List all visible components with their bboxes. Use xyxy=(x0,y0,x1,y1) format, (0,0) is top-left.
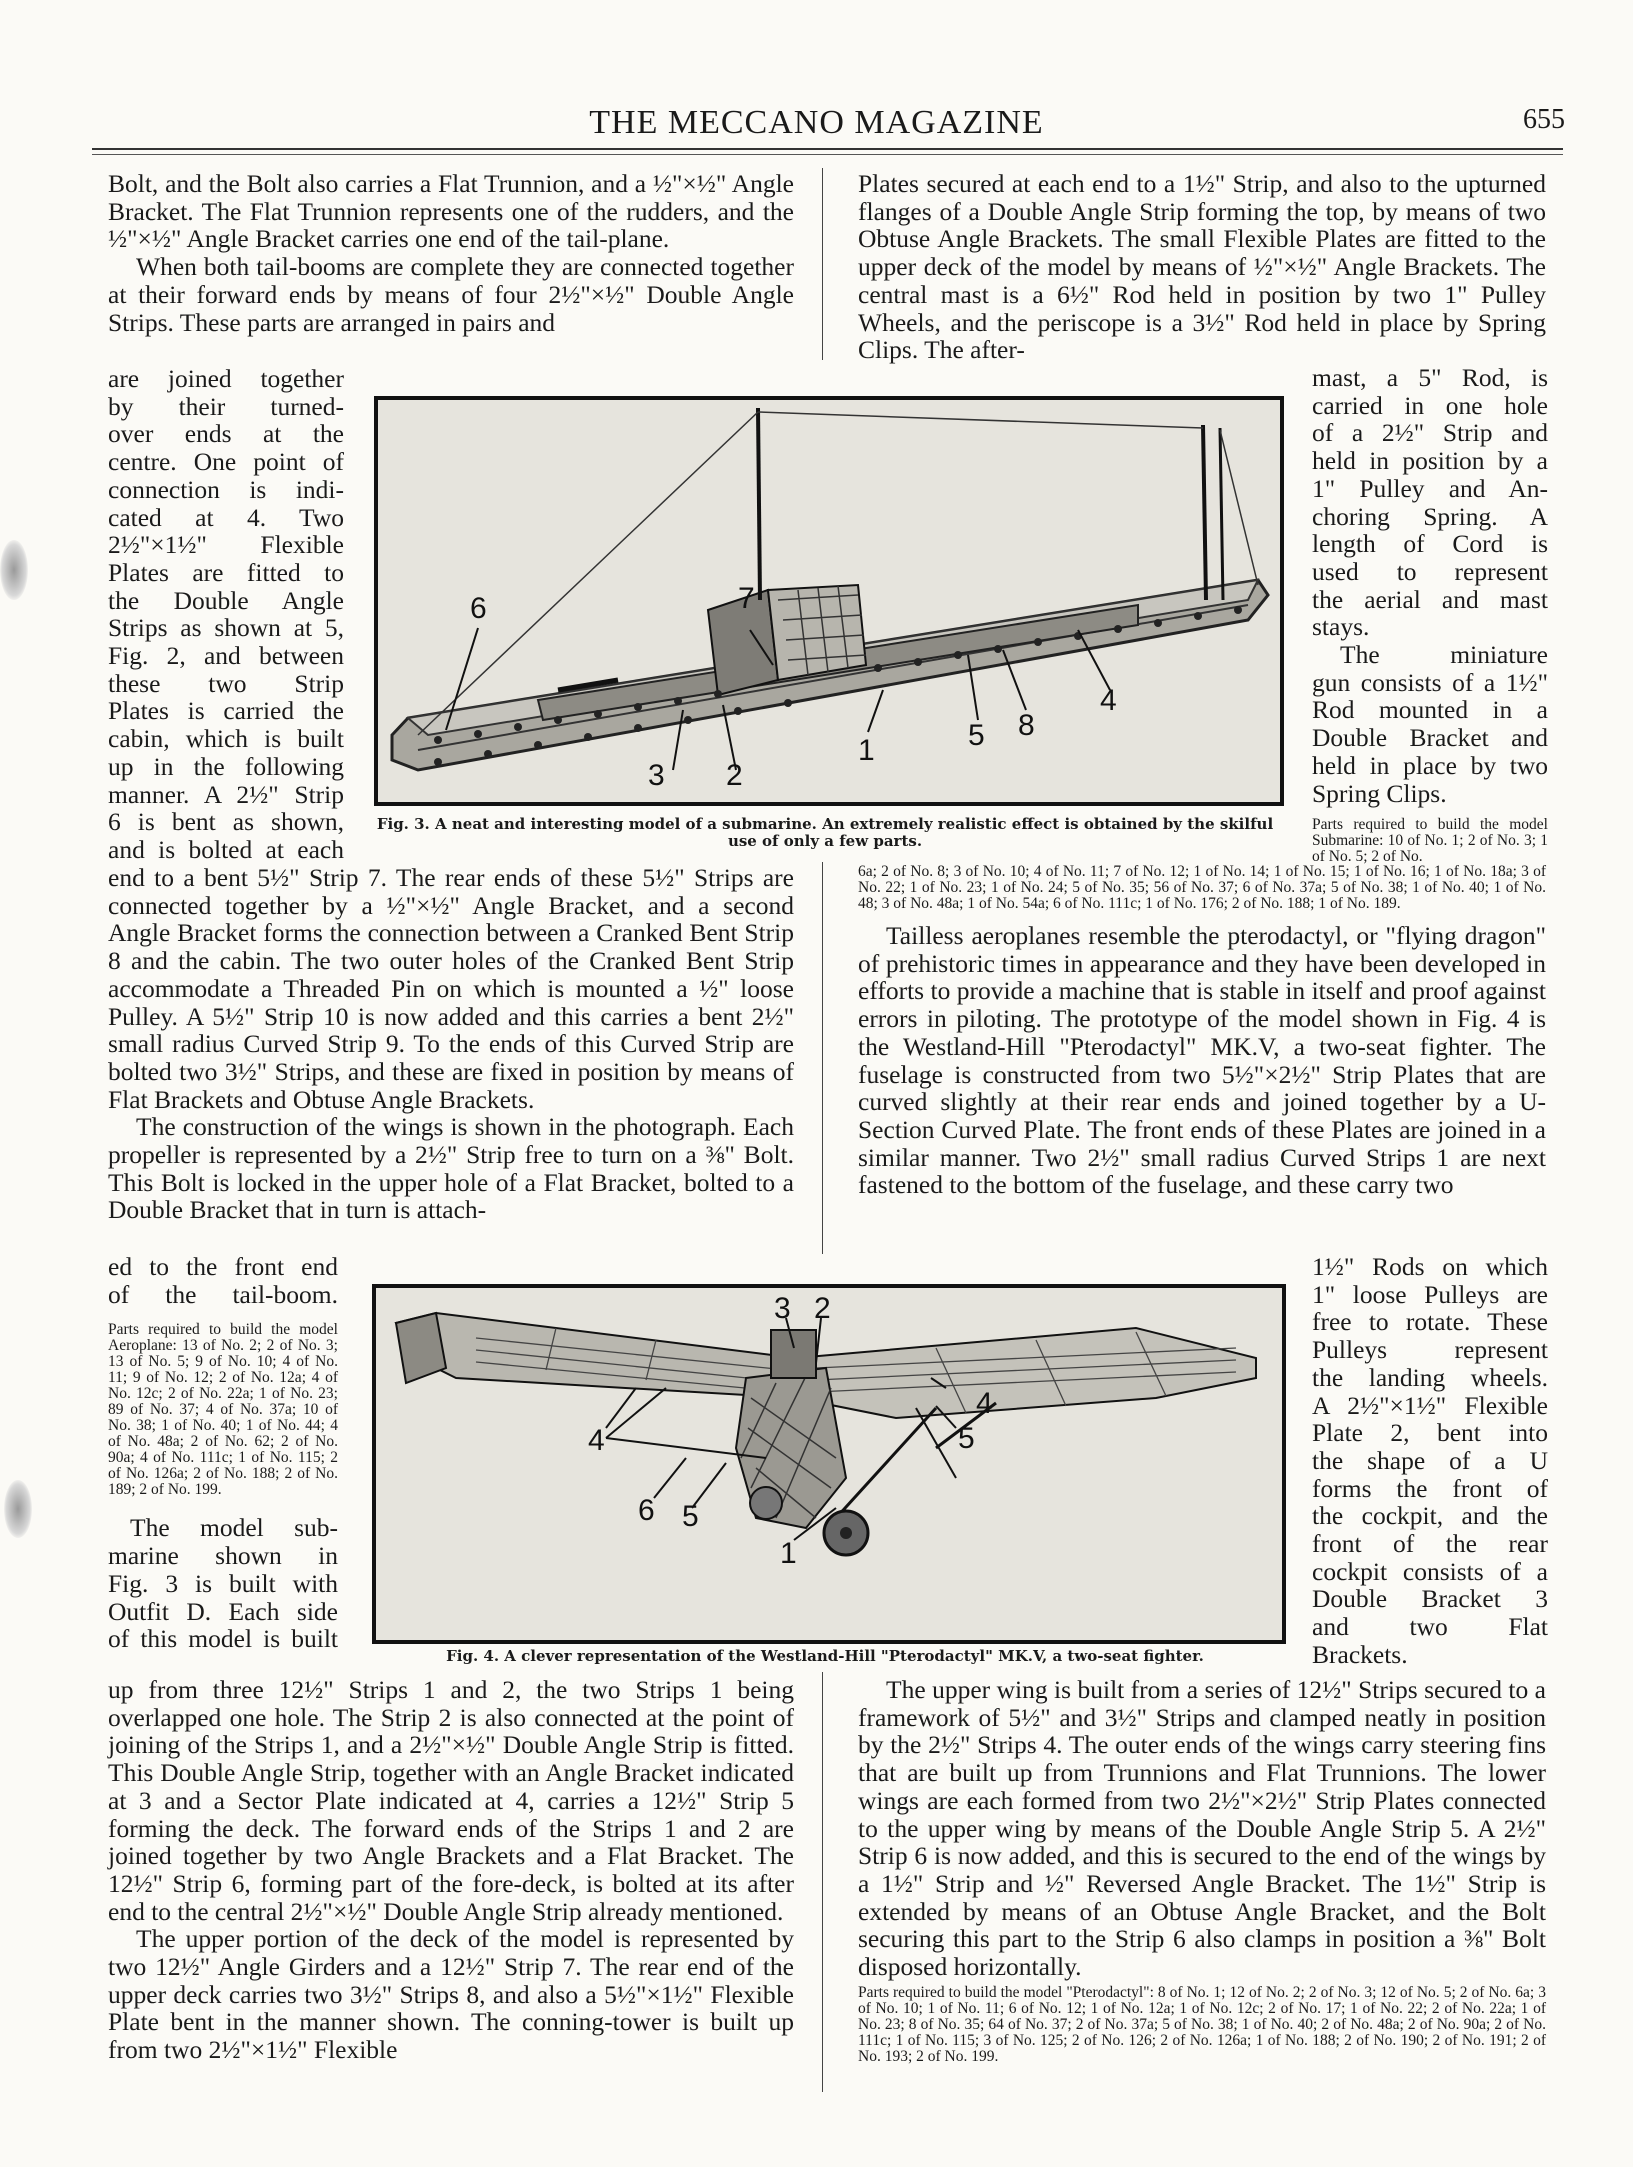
narrow-line: 2½"×1½" Flexible xyxy=(108,530,344,560)
right-narrow-text xyxy=(1312,364,1548,865)
narrow-line: The miniature xyxy=(1340,640,1548,670)
narrow-line: Strips as shown at 5, xyxy=(108,613,344,643)
paragraph: up from three 12½" Strips 1 and 2, the two Strips 1 being overlapped one hole. The Strip 2 is also connected at the point of joining of the Strips 1, and a 2½"×½" Double Angle Strip is fitted. This Double Angle Strip, together with an Angle Bracket indicated at 3 and a Sector Plate indicated at 4, carries a 12½" Strip 5 forming the deck. The forward ends of the Strips 1 and 2 are joined together by two Angle Brackets and a Flat Bracket. The 12½" Strip 6, forming part of the fore-deck, is bolted at its after end to the central 2½"×½" Double Angle Strip already mentioned. xyxy=(108,1675,794,1926)
left-column-middle xyxy=(108,864,794,1224)
fig3-label-1: 1 xyxy=(858,734,875,767)
paragraph: The upper wing is built from a series of 12½" Strips secured to a framework of 5½" and 3½" Strips and clamped neatly in position by the 2½" Strips 4. The outer ends of the wings carry steering fins that are built up from Trunnions and Flat Trunnions. The lower wings are each formed from two 2½"×2½" Strip Plates connected to the upper wing by means of the Double Angle Strip 5. A 2½" Strip 6 is now added, and this is secured to the end of the wings by a 1½" Strip and ½" Reversed Angle Bracket. The 1½" Strip is extended by means of an Obtuse Angle Bracket, and the Bolt securing this part to the Strip 6 also clamps in position a ⅜" Bolt disposed horizontally. xyxy=(858,1675,1546,1982)
narrow-line: carried in one hole xyxy=(1312,390,1548,420)
figure-3-caption: Fig. 3. A neat and interesting model of a submarine. An extremely realistic effect is obtained by the skilful use of only a few parts. xyxy=(376,815,1274,850)
right-column-bottom xyxy=(858,1676,1546,2065)
figure-4-pterodactyl xyxy=(372,1284,1286,1644)
narrow-line: by their turned- xyxy=(108,391,344,421)
left-narrow-text xyxy=(108,365,344,864)
fig3-label-2: 2 xyxy=(726,759,743,792)
narrow-line: choring Spring. A xyxy=(1312,501,1548,531)
narrow-line: ed to the front end xyxy=(108,1252,338,1281)
fig4-label-4b: 4 xyxy=(976,1387,993,1420)
narrow-line: manner. A 2½" Strip xyxy=(108,779,344,809)
narrow-line: Fig. 2, and between xyxy=(108,641,344,671)
fig4-label-2: 2 xyxy=(814,1292,831,1325)
narrow-line: held in place by two xyxy=(1312,750,1548,780)
fig3-label-5: 5 xyxy=(968,719,985,752)
pterodactyl-illustration xyxy=(376,1288,1282,1640)
column-divider xyxy=(822,1672,823,2092)
column-divider xyxy=(822,168,823,360)
binding-hole xyxy=(0,540,28,600)
narrow-line: held in position by a xyxy=(1312,446,1548,476)
fig3-label-7: 7 xyxy=(738,582,755,615)
paragraph: The upper portion of the deck of the model is represented by two 12½" Angle Girders and a 12½" Strip 7. The rear end of the upper deck carries two 3½" Strips 8, and also a 5½"×1½" Flexible Plate bent in the manner shown. The conning-tower is built up from two 2½"×1½" Flexible xyxy=(108,1924,794,2065)
narrow-line: Outfit D. Each side xyxy=(108,1596,338,1626)
fig3-label-6: 6 xyxy=(470,592,487,625)
narrow-line: cockpit consists of a xyxy=(1312,1556,1548,1586)
narrow-line: the landing wheels. xyxy=(1312,1362,1548,1392)
column-divider xyxy=(822,862,823,1254)
narrow-line: Spring Clips. xyxy=(1312,778,1447,808)
narrow-line: these two Strip xyxy=(108,668,344,698)
figure-3-submarine xyxy=(374,396,1284,806)
narrow-line: of this model is built xyxy=(108,1624,338,1654)
left-column-top xyxy=(108,170,794,336)
narrow-line: Plates are fitted to xyxy=(108,557,344,587)
narrow-line: the aerial and mast xyxy=(1312,584,1548,614)
narrow-line: Plate 2, bent into xyxy=(1312,1418,1548,1448)
narrow-line: of a 2½" Strip and xyxy=(1312,418,1548,448)
narrow-line: of the tail-boom. xyxy=(108,1279,338,1309)
narrow-line: Plates is carried the xyxy=(108,696,344,726)
fig4-label-1: 1 xyxy=(780,1537,797,1570)
fig4-label-3: 3 xyxy=(774,1292,791,1325)
narrow-line: mast, a 5" Rod, is xyxy=(1312,363,1548,392)
parts-list-pterodactyl: Parts required to build the model "Pterodactyl": 8 of No. 1; 12 of No. 2; 2 of No. 3; 12 of No. 5; 2 of No. 6a; 3 of No. 10; 1 of No. 11; 6 of No. 12; 1 of No. 12a; 1 of No. 12c; 2 of No. 17; 1 of No. 22; 2 of No. 22a; 1 of No. 23; 8 of No. 35; 64 of No. 37; 2 of No. 37a; 5 of No. 38; 1 of No. 40; 2 of No. 48a; 2 of No. 90a; 2 of No. 111c; 1 of No. 115; 3 of No. 125; 2 of No. 126; 2 of No. 126a; 1 of No. 188; 2 of No. 190; 2 of No. 191; 2 of No. 193; 2 of No. 199. xyxy=(858,1983,1546,2065)
narrow-line: Pulleys represent xyxy=(1312,1335,1548,1365)
narrow-line: free to rotate. These xyxy=(1312,1307,1548,1337)
paragraph: end to a bent 5½" Strip 7. The rear ends of these 5½" Strips are connected together by a ½"×½" Angle Bracket, and a second Angle Bracket forms the connection between a Cranked Bent Strip 8 and the cabin. The two outer holes of the Cranked Bent Strip accommodate a Threaded Pin on which is mounted a ½" loose Pulley. A 5½" Strip 10 is now added and this carries a bent 2½" small radius Curved Strip 9. To the ends of this Curved Strip are bolted two 3½" Strips, and these are fixed in position by means of Flat Brackets and Obtuse Angle Brackets. xyxy=(108,863,794,1114)
paragraph: Tailless aeroplanes resemble the pterodactyl, or "flying dragon" of prehistoric times in appearance and they have been developed in efforts to provide a machine that is stable in itself and proof against errors in piloting. The prototype of the model shown in Fig. 4 is the Westland-Hill "Pterodactyl" MK.V, a two-seat fighter. The fuselage is constructed from two 5½"×2½" Strip Plates that are curved slightly at their rear ends and joined together by a U-Section Curved Plate. The front ends of these Plates are joined in a similar manner. Two 2½" small radius Curved Strips 1 are next fastened to the bottom of the fuselage, and these carry two xyxy=(858,921,1546,1200)
parts-list-submarine-cont: 6a; 2 of No. 8; 3 of No. 10; 4 of No. 11; 7 of No. 12; 1 of No. 14; 1 of No. 15; 1 of No. 16; 1 of No. 18a; 3 of No. 22; 1 of No. 23; 1 of No. 24; 5 of No. 35; 56 of No. 37; 6 of No. 37a; 5 of No. 38; 1 of No. 40; 1 of No. 48; 3 of No. 48a; 1 of No. 54a; 6 of No. 111c; 1 of No. 176; 2 of No. 188; 1 of No. 189. xyxy=(858,863,1546,912)
fig4-label-5b: 5 xyxy=(682,1500,699,1533)
narrow-line: 1" loose Pulleys are xyxy=(1312,1279,1548,1309)
binding-hole xyxy=(4,1480,32,1538)
narrow-line: 6 is bent as shown, xyxy=(108,807,344,837)
magazine-title: THE MECCANO MAGAZINE xyxy=(589,104,1044,141)
left-column-bottom xyxy=(108,1676,794,2064)
submarine-illustration xyxy=(378,400,1280,802)
paragraph: When both tail-booms are complete they are connected together at their forward ends by means of four 2½"×½" Double Angle Strips. These parts are arranged in pairs and xyxy=(108,252,794,337)
parts-list-submarine: Parts required to build the model Submarine: 10 of No. 1; 2 of No. 3; 1 of No. 5; 2 of No. xyxy=(1312,816,1548,866)
fig4-label-5: 5 xyxy=(958,1422,975,1455)
right-narrow-text-2 xyxy=(1312,1253,1548,1669)
narrow-line: stays. xyxy=(1312,612,1370,642)
narrow-line: the Double Angle xyxy=(108,585,344,615)
narrow-line: length of Cord is xyxy=(1312,529,1548,559)
narrow-line: The model sub- xyxy=(130,1513,338,1543)
narrow-line: Brackets. xyxy=(1312,1639,1408,1669)
page-number: 655 xyxy=(1523,104,1565,135)
narrow-line: and is bolted at each xyxy=(108,834,344,864)
narrow-line: and two Flat xyxy=(1312,1612,1548,1642)
fig3-label-8: 8 xyxy=(1018,709,1035,742)
narrow-line: 1½" Rods on which xyxy=(1312,1252,1548,1281)
narrow-line: the shape of a U xyxy=(1312,1445,1548,1475)
narrow-line: 1" Pulley and An- xyxy=(1312,473,1548,503)
narrow-line: marine shown in xyxy=(108,1541,338,1571)
narrow-line: forms the front of xyxy=(1312,1473,1548,1503)
narrow-line: cated at 4. Two xyxy=(108,502,344,532)
paragraph: The construction of the wings is shown in the photograph. Each propeller is represented by a 2½" Strip free to turn on a ⅜" Bolt. This Bolt is locked in the upper hole of a Flat Bracket, bolted to a Double Bracket that in turn is attach- xyxy=(108,1112,794,1225)
header-rule xyxy=(92,148,1563,150)
right-column-top xyxy=(858,170,1546,364)
paragraph: Bolt, and the Bolt also carries a Flat Trunnion, and a ½"×½" Angle Bracket. The Flat Trunnion represents one of the rudders, and the ½"×½" Angle Bracket carries one end of the tail-plane. xyxy=(108,169,794,254)
narrow-line: the cockpit, and the xyxy=(1312,1501,1548,1531)
narrow-line: centre. One point of xyxy=(108,447,344,477)
narrow-line: are joined together xyxy=(108,364,344,393)
narrow-line: Fig. 3 is built with xyxy=(108,1568,338,1598)
narrow-line: gun consists of a 1½" xyxy=(1312,667,1548,697)
paragraph: Plates secured at each end to a 1½" Strip, and also to the upturned flanges of a Double Angle Strip forming the top, by means of two Obtuse Angle Brackets. The small Flexible Plates are fitted to the upper deck of the model by means of ½"×½" Angle Brackets. The central mast is a 6½" Rod held in position by two 1" Pulley Wheels, and the periscope is a 3½" Rod held in place by Spring Clips. The after- xyxy=(858,169,1546,365)
fig3-label-4: 4 xyxy=(1100,684,1117,717)
narrow-line: used to represent xyxy=(1312,556,1548,586)
right-column-middle xyxy=(858,864,1546,1199)
narrow-line: A 2½"×1½" Flexible xyxy=(1312,1390,1548,1420)
figure-4-caption: Fig. 4. A clever representation of the Westland-Hill "Pterodactyl" MK.V, a two-seat fighter. xyxy=(446,1647,1204,1665)
narrow-line: Rod mounted in a xyxy=(1312,695,1548,725)
fig4-label-4: 4 xyxy=(588,1424,605,1457)
narrow-line: Double Bracket and xyxy=(1312,723,1548,753)
parts-list-aeroplane: Parts required to build the model Aeroplane: 13 of No. 2; 2 of No. 3; 13 of No. 5; 9 of No. 10; 4 of No. 11; 9 of No. 12; 2 of No. 12a; 4 of No. 12c; 2 of No. 22a; 1 of No. 23; 89 of No. 37; 4 of No. 37a; 10 of No. 38; 1 of No. 40; 1 of No. 44; 4 of No. 48a; 2 of No. 62; 2 of No. 90a; 4 of No. 111c; 1 of No. 115; 2 of No. 126a; 2 of No. 188; 2 of No. 189; 2 of No. 199. xyxy=(108,1321,338,1499)
left-narrow-text-2 xyxy=(108,1253,338,1653)
narrow-line: Double Bracket 3 xyxy=(1312,1584,1548,1614)
narrow-line: over ends at the xyxy=(108,419,344,449)
fig4-label-6: 6 xyxy=(638,1494,655,1527)
header-rule-thin xyxy=(92,154,1563,155)
narrow-line: cabin, which is built xyxy=(108,724,344,754)
narrow-line: connection is indi- xyxy=(108,474,344,504)
narrow-line: front of the rear xyxy=(1312,1529,1548,1559)
narrow-line: up in the following xyxy=(108,751,344,781)
fig3-label-3: 3 xyxy=(648,759,665,792)
